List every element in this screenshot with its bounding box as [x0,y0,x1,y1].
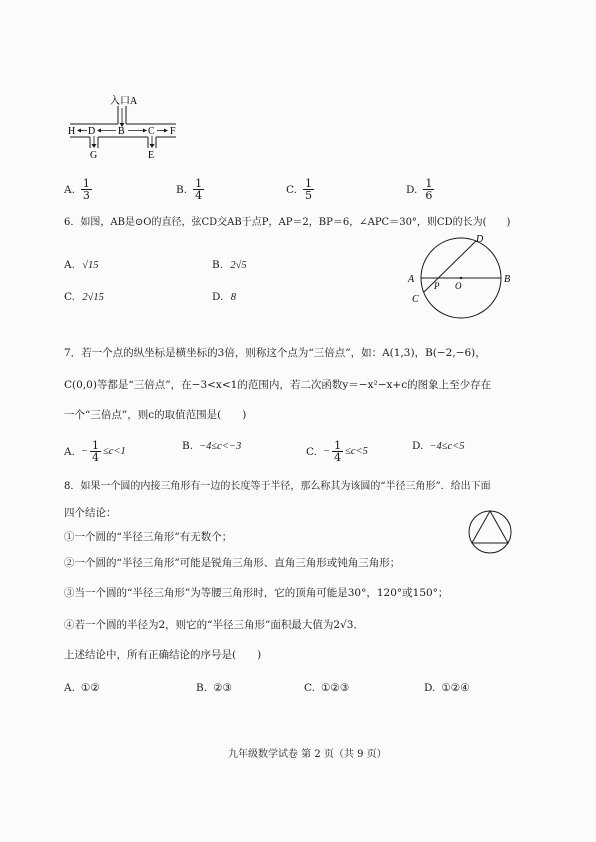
point-g: G [90,150,98,161]
numerator: 1 [92,439,100,452]
option-letter: B. [176,183,188,196]
option-letter: D. [406,183,418,196]
q8-item-4: ④若一个圆的半径为2，则它的“半径三角形”面积最大值为2√3． [64,619,364,631]
numerator: 1 [425,177,433,190]
q7-options [64,440,534,466]
option-value: −4≤c<−3 [199,440,242,452]
q7-option-b[interactable] [182,440,241,452]
q8-options [64,682,534,708]
chord-cd [424,241,476,292]
option-letter: C. [64,291,75,303]
label-b: B [504,274,511,285]
minus-sign: − [80,446,89,457]
q5-options [64,178,534,204]
option-value: ②③ [213,682,232,694]
center-dot [460,277,462,279]
numerator: 1 [82,177,90,190]
option-value: ①②④ [441,682,470,694]
q5-option-c[interactable] [286,178,314,201]
denominator: 6 [425,189,433,202]
label-p: P [434,281,440,291]
point-c: C [148,126,155,137]
fraction [332,440,343,463]
q6-option-b[interactable] [212,258,247,273]
q8-item-2: ②一个圆的“半径三角形”可能是锐角三角形、直角三角形或钝角三角形； [64,557,401,569]
option-letter: C. [286,183,297,196]
option-letter: D. [424,682,436,694]
option-value: ①② [80,682,100,694]
option-value: −4≤c<5 [429,440,465,452]
option-letter: B. [212,259,224,271]
option-value: 8 [230,292,236,303]
denominator: 5 [305,189,312,202]
q8-line-1: 8．如果一个圆的内接三角形有一边的长度等于半径，那么称其为该圆的“半径三角形”．给出下面 [64,481,491,492]
q6-option-c[interactable] [64,290,104,305]
label-o: O [455,281,462,291]
option-letter: C. [304,682,315,694]
denominator: 3 [82,189,90,202]
q6-option-a[interactable] [64,258,99,273]
fraction [81,178,92,201]
q8-option-d[interactable] [424,682,470,694]
q8-option-a[interactable] [64,682,100,694]
denominator: 4 [195,189,203,202]
option-letter: A. [64,259,75,271]
circle-figure [406,232,524,322]
q8-option-c[interactable] [304,682,349,694]
point-d: D [88,126,96,137]
inscribed-triangle-figure [464,506,516,558]
option-letter: A. [64,445,75,458]
q7-option-a[interactable] [64,440,126,463]
q7-line-2: C(0,0)等都是“三倍点”，在−3<x<1的范围内，若二次函数y＝−x²−x+c的图象上至少存在 [64,379,492,391]
denominator: 4 [92,451,100,464]
point-b: B [118,126,125,137]
option-letter: B. [182,440,194,452]
option-letter: A. [64,183,75,196]
option-value: ≤c<1 [103,446,126,457]
label-d: D [476,234,484,245]
option-letter: B. [196,682,208,694]
q7-line-3: 一个“三倍点”，则c的取值范围是( ) [64,409,247,421]
q8-option-b[interactable] [196,682,232,694]
q7-line-1: 7．若一个点的纵坐标是横坐标的3倍，则称这个点为“三倍点”，如：A(1,3)，B(−2,−6)， [64,347,486,359]
fraction [303,178,314,201]
q6-stem: 6．如图，AB是⊙O的直径，弦CD交AB于点P，AP＝2，BP＝6，∠APC＝30°，则CD的长为( ) [64,217,511,228]
minus-sign: − [323,446,331,457]
option-value: ①②③ [321,682,350,694]
denominator: 4 [334,451,342,464]
q8-item-1: ①一个圆的“半径三角形”有无数个； [64,531,233,543]
entrance-label: 入口A [110,96,138,107]
q5-option-d[interactable] [406,178,434,201]
q7-option-c[interactable] [306,440,368,463]
q8-line-2: 四个结论： [64,507,117,519]
option-letter: D. [412,440,424,452]
numerator: 1 [195,177,203,190]
q7-option-d[interactable] [412,440,465,452]
corridor-diagram [66,92,186,162]
label-c: C [412,294,419,305]
option-letter: A. [64,682,75,694]
option-value: 2√15 [82,292,104,303]
option-value: 2√5 [230,260,247,271]
numerator: 1 [334,439,342,452]
fraction [193,178,204,201]
fraction [90,440,101,463]
q5-option-a[interactable] [64,178,92,201]
q8-item-3: ③当一个圆的“半径三角形”为等腰三角形时，它的顶角可能是30°，120°或150°； [64,587,449,599]
label-a: A [408,274,415,285]
q8-question: 上述结论中，所有正确结论的序号是( ) [64,649,262,661]
page-footer: 九年级数学试卷 第 2 页（共 9 页） [228,749,387,760]
q5-option-b[interactable] [176,178,204,201]
numerator: 1 [305,177,312,190]
point-e: E [148,150,155,161]
q6-option-d[interactable] [212,290,236,305]
option-letter: C. [306,445,317,458]
option-value: ≤c<5 [345,446,368,457]
point-f: F [170,126,176,137]
fraction [423,178,434,201]
point-h: H [68,126,76,137]
option-letter: D. [212,291,224,303]
option-value: √15 [82,260,99,271]
